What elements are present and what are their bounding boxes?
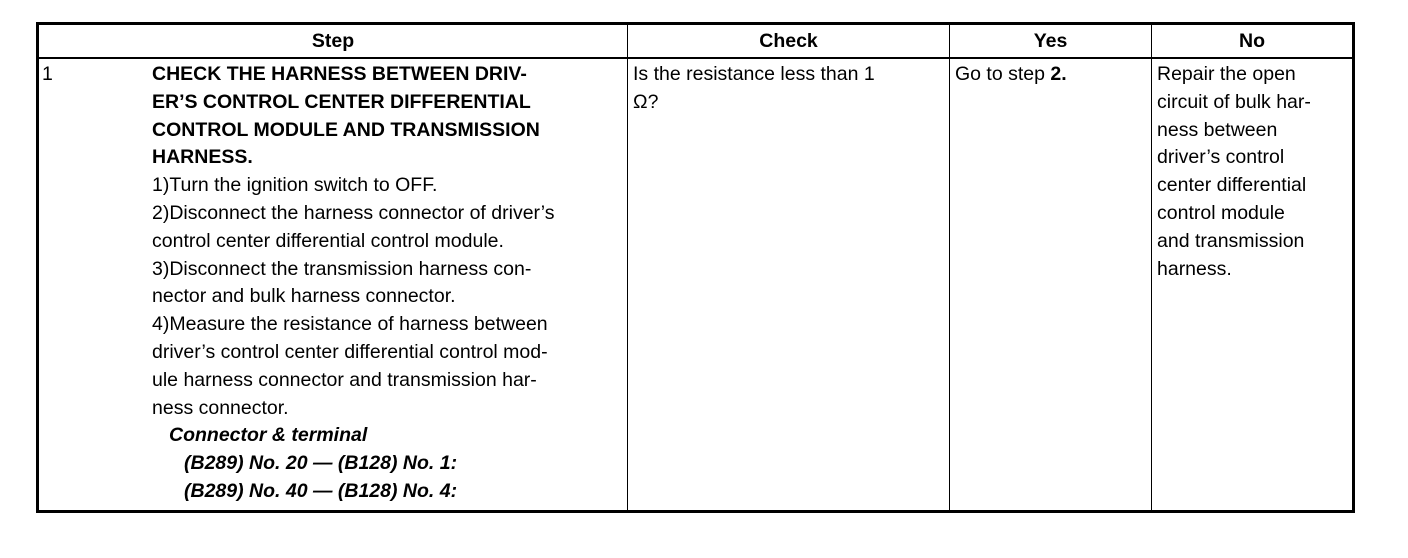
no-line: circuit of bulk har- — [1157, 90, 1311, 113]
step-title — [152, 61, 621, 172]
header-check: Check — [628, 24, 950, 59]
instruction-line: 1)Turn the ignition switch to OFF. — [152, 174, 438, 197]
step-title-line: ER’S CONTROL CENTER DIFFERENTIAL — [152, 90, 531, 113]
connector-label: Connector & terminal — [169, 424, 368, 447]
instruction-line: control center differential control module. — [152, 229, 504, 252]
check-cell — [628, 58, 950, 512]
no-line: center differential — [1157, 174, 1307, 197]
step-title-line: CONTROL MODULE AND TRANSMISSION — [152, 118, 540, 141]
instruction-line: 3)Disconnect the transmission harness con- — [152, 257, 532, 280]
connector-terminal: (B289) No. 40 — (B128) No. 4: — [184, 479, 458, 502]
check-line: Is the resistance less than 1 — [633, 63, 875, 85]
header-step: Step — [38, 24, 628, 59]
yes-cell — [950, 58, 1152, 512]
instruction-line: nector and bulk harness connector. — [152, 285, 456, 308]
table-header-row — [38, 24, 1354, 59]
no-line: control module — [1157, 201, 1285, 224]
instruction-line: 2)Disconnect the harness connector of driver’s — [152, 201, 555, 224]
instruction-line: ule harness connector and transmission har- — [152, 368, 537, 391]
header-no: No — [1152, 24, 1354, 59]
no-line: driver’s control — [1157, 146, 1285, 169]
yes-step-ref: 2. — [1050, 63, 1067, 85]
instruction-line: 4)Measure the resistance of harness between — [152, 313, 548, 336]
header-yes: Yes — [950, 24, 1152, 59]
step-body — [152, 61, 621, 506]
no-line: ness between — [1157, 118, 1278, 141]
no-cell — [1152, 58, 1354, 512]
step-number: 1 — [42, 63, 53, 85]
no-line: Repair the open — [1157, 63, 1296, 85]
table-row — [38, 58, 1354, 512]
no-line: harness. — [1157, 257, 1232, 280]
yes-prefix: Go to step — [955, 63, 1051, 85]
diagnostic-table — [36, 22, 1355, 513]
yes-text — [950, 61, 1151, 89]
connector-terminal: (B289) No. 20 — (B128) No. 1: — [184, 452, 458, 475]
step-cell — [38, 58, 628, 512]
step-instructions — [152, 172, 621, 422]
no-line: and transmission — [1157, 229, 1305, 252]
instruction-line: driver’s control center differential control mod- — [152, 340, 548, 363]
check-line: Ω? — [633, 90, 659, 113]
step-title-line: CHECK THE HARNESS BETWEEN DRIV- — [152, 63, 527, 85]
step-title-line: HARNESS. — [152, 146, 253, 169]
instruction-line: ness connector. — [152, 396, 289, 419]
